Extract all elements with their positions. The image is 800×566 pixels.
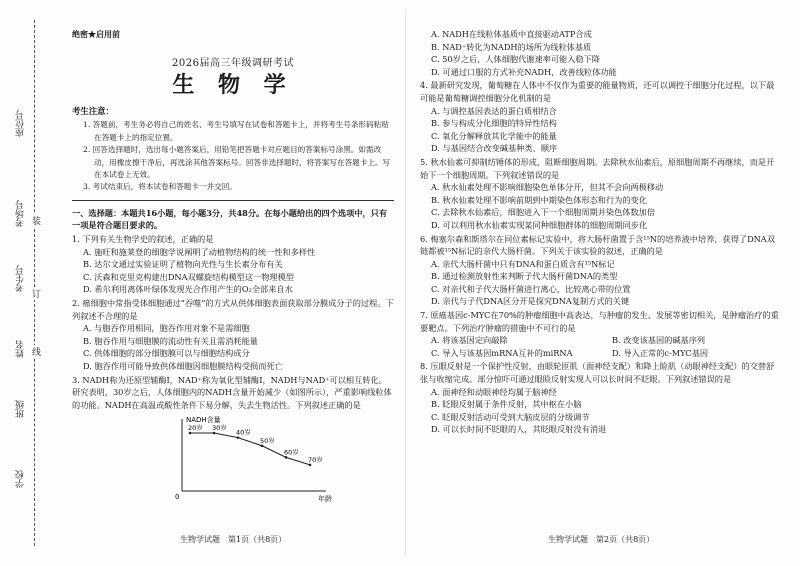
note-item: 2. 回答选择题时，选出每小题答案后，用铅笔把答题卡对应题目的答案标号涂黑。如需改动，用橡皮擦干净后，再选涂其他答案标号。回答非选择题时，将答案写在答题卡上。写在本试卷上无效。 [83, 145, 391, 179]
note-item: 3. 考试结束后，将本试卷和答题卡一并交回。 [83, 182, 237, 192]
point-label: 20岁 [188, 424, 203, 433]
option-c: C. 沃森和克里克构建出DNA双螺旋结构模型这一物理模型 [83, 271, 294, 282]
question-8 [420, 360, 780, 436]
option-c: C. 供体细胞的部分细胞膜可以与细胞结构成分 [83, 348, 250, 359]
option-row [420, 334, 780, 347]
option-b: B. NAD⁺转化为NADH的场所为线粒体基质 [431, 41, 592, 52]
point-label: 70岁 [308, 456, 323, 465]
question-2 [72, 297, 394, 373]
option-b: B. 参与构成分化细胞的特异性结构 [431, 118, 557, 129]
right-page [420, 28, 780, 436]
option-b: B. 通过检测放射性来判断子代大肠杆菌DNA的类型 [431, 271, 618, 282]
point-label: 30岁 [212, 424, 227, 433]
option-b: B. 改变该基因的碱基序列 [612, 335, 706, 346]
question-stem: 8. 压眼反射是一个保护性反射，由眼轮匝肌（面神经支配）和降上睑肌（动眼神经支配）的交替舒张与收缩完成。部分惊吓可通过眼睑反射实现人可以长时间不眨眼。下列叙述错误的是 [420, 361, 775, 385]
point-label: 60岁 [284, 448, 299, 457]
left-page [72, 28, 394, 505]
option-a: A. 与胞吞作用相同，胞吞作用对象不是需细胞 [83, 323, 250, 334]
footer-page-2: 生物学试题 第2页（共8页） [548, 535, 655, 544]
name-label: 姓名 [16, 340, 26, 358]
option-d: D. 可通过口服的方式补充NADH，改善线粒体功能 [431, 66, 617, 77]
cut-mark-ding: 订 [30, 289, 40, 298]
option-a: A. 亲代大肠杆菌中只有DNA和蛋白质含有¹⁵N标记 [431, 258, 615, 269]
option-b: B. 胞吞作用与细胞膜的流动性有关且需消耗能量 [83, 335, 258, 346]
y-axis-label: NADH含量 [186, 416, 221, 425]
question-stem: 4. 最新研究发现，葡萄糖在人体中不仅作为重要的能量物质，还可以调控干细胞分化过程，以下最可能是葡萄糖调控细胞分化机制的是 [420, 80, 775, 103]
option-d: D. 亲代与子代DNA区分开是探究DNA复制方式的关键 [431, 296, 630, 307]
option-b: B. 达尔文通过实验证明了植物向光性与生长素分布有关 [83, 259, 283, 270]
option-d: D. 可以利用秋水仙素实现某同种细胞群体的细胞周期同步化 [431, 219, 648, 230]
exam-room-label: 考场号 [16, 200, 26, 227]
option-a: A. 将该基因定向敲除 [431, 335, 508, 346]
option-c: C. 眨眼反射活动可受到大脑皮层的分级调节 [431, 411, 590, 422]
question-stem: 1. 下列有关生物学史的叙述，正确的是 [72, 234, 214, 244]
question-stem: 7. 原癌基因c-MYC在70%的肿瘤细胞中高表达，与肿瘤的发生、发展等密切相关，是肿瘤治疗的重要靶点。下列治疗肿瘤的措施中不可行的是 [420, 310, 779, 333]
cut-mark-zhuang: 装 [30, 216, 40, 225]
school-label: 学校 [16, 470, 26, 488]
confidential-mark: 绝密★启用前 [72, 29, 120, 39]
class-label: 班级 [16, 400, 26, 418]
question-6 [420, 233, 780, 309]
option-d: D. 希尔利用离体叶绿体发现光合作用产生的O₂全部来自水 [83, 284, 293, 295]
data-point [261, 445, 264, 448]
question-stem: 6. 梅塞尔森和斯塔尔在同位素标记实验中，将大肠杆菌置于含¹⁵N的培养液中培养，获得了DNA双链都被¹⁵N标记的亲代大肠杆菌。下列关于该实验的叙述，正确的是 [420, 233, 775, 257]
option-a: A. NADH在线粒体基质中直接驱动ATP合成 [431, 29, 592, 39]
option-b: B. 眨眼反射属于条件反射，其中枢在小脑 [431, 399, 582, 410]
notes-heading: 考生注意： [72, 105, 114, 116]
data-point [237, 437, 240, 440]
question-stem: 3. NADH称为还原型辅酶Ⅰ，NAD⁺称为氧化型辅酶Ⅰ，NADH与NAD⁺可以相互转化。研究表明，30岁之后，人体细胞内的NADH含量开始减少（如图所示），严重影响线粒体的功能。NADH在高温或酸性条件下易分解，失去生物活性。下列叙述正确的是 [72, 374, 392, 410]
cut-line [34, 20, 35, 546]
x-axis-label: 年龄 [318, 495, 332, 504]
data-point [309, 464, 312, 467]
option-b: B. 秋水仙素处理不影响前期到中期染色体形态和行为的变化 [431, 194, 647, 205]
option-a: A. 面神经和动眼神经均属于脑神经 [431, 386, 557, 397]
footer-page-1: 生物学试题 第1页（共8页） [180, 535, 287, 544]
option-c: C. 导入与该基因mRNA互补的miRNA [431, 347, 573, 358]
nadh-chart-svg [168, 413, 338, 505]
question-4 [420, 79, 780, 155]
cut-mark-xian: 线 [30, 347, 40, 356]
data-point [213, 432, 216, 435]
subject-title: 生 物 学 [172, 73, 294, 99]
option-c: C. 对亲代和子代大肠杆菌进行离心，比较离心带的位置 [431, 283, 631, 294]
section-heading: 一、选择题：本题共16小题，每小题3分，共48分。在每小题给出的四个选项中，只有一项是符合题目要求的。 [72, 207, 388, 231]
option-c: C. 50岁之后，人体细胞代谢速率可能入稳下降 [431, 54, 600, 65]
question-stem: 5. 秋水仙素可抑制纺锤体的形成，阻断细胞周期。去除秋水仙素后，原细胞周期不再继续，而是开始下一个细胞周期。下列叙述错误的是 [420, 156, 775, 180]
note-item: 1. 答题前，考生务必将自己的姓名、考生号填写在试卷和答题卡上，并将考生号条形码粘贴在答题卡上的指定位置。 [83, 120, 389, 142]
question-7 [420, 309, 780, 359]
question-stem: 2. 癌细胞中常指受体细胞通过“吞噬”的方式从供体细胞表面获取部分膜成分子的过程。下列叙述不合理的是 [72, 297, 394, 321]
page-fold [405, 10, 406, 556]
origin-label: 0 [175, 493, 180, 502]
option-d: D. 胞吞作用可能导致供体细胞因细胞膜结构受损而死亡 [83, 360, 283, 371]
option-a: A. 施旺和施莱登的细胞学说阐明了动植物结构的统一性和多样性 [83, 246, 316, 257]
exam-title: 2026届高三年级调研考试 [172, 57, 294, 69]
divider [72, 200, 394, 201]
question-1 [72, 233, 394, 296]
point-label: 40岁 [236, 428, 251, 437]
data-point [285, 456, 288, 459]
option-a: A. 与调控基因表达的蛋白质相结合 [431, 105, 557, 116]
option-d: D. 与基因结合改变碱基种类、顺序 [431, 143, 558, 154]
seat-number-label: 座位号 [16, 110, 26, 137]
option-d: D. 导入正常的c-MYC基因 [612, 347, 709, 358]
data-point [189, 432, 192, 435]
option-c: C. 氧化分解释放其化学能中的能量 [431, 130, 557, 141]
binding-strip [0, 0, 58, 566]
option-a: A. 秋水仙素处理不影响细胞染色单体分开，但其不会向两极移动 [431, 182, 664, 193]
candidate-number-label: 考生号 [16, 265, 26, 292]
nadh-chart [168, 413, 338, 505]
option-d: D. 可以长时间不眨眼的人，其眨眼反射没有消退 [431, 424, 607, 435]
question-5 [420, 156, 780, 232]
point-label: 50岁 [260, 437, 275, 446]
option-c: C. 去除秋水仙素后，细胞进入下一个细胞周期并染色体数加倍 [431, 207, 656, 218]
option-row [420, 347, 780, 360]
question-3 [72, 374, 394, 412]
